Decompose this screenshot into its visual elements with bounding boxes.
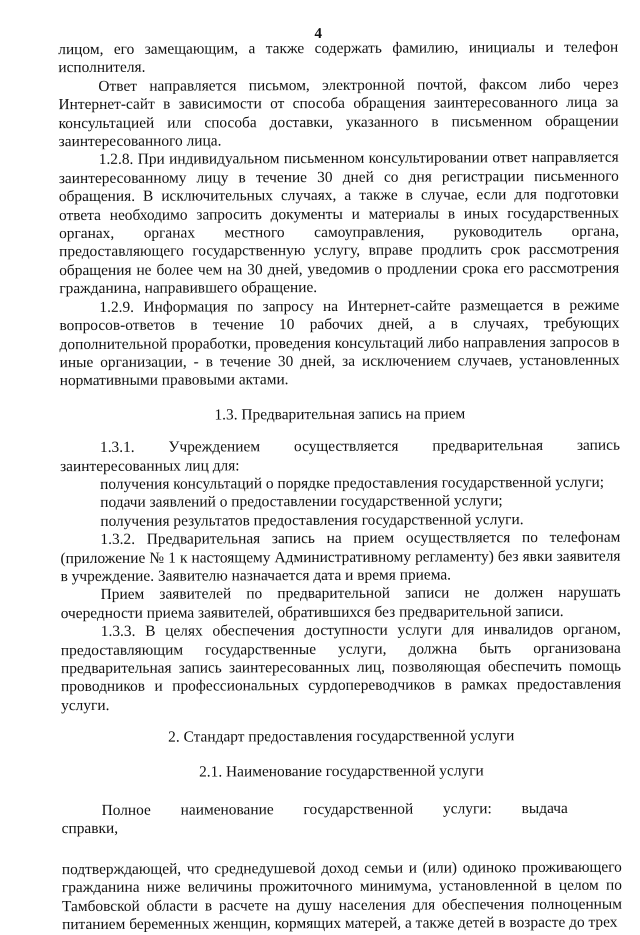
list-item: получения результатов предоставления государственной услуги.: [100, 510, 524, 530]
document-body: [58, 39, 622, 935]
section-heading-1-3: 1.3. Предварительная запись на прием: [214, 405, 466, 424]
paragraph-1-2-8: 1.2.8. При индивидуальном письменном консультировании ответ направляется заинтересованному лицу в течение 30 дней со дня регистрации письменного обращения. В исключительных случаях, а также в случае, если для подготовки ответа необходимо запросить документы и материалы в иных государственных органах, органах местного самоуправления, руководитель органа, предоставляющего государственную услугу, вправе продлить срок рассмотрения обращения не более чем на 30 дней, уведомив о продлении срока его рассмотрения гражданина, направившего обращение.: [58, 149, 620, 298]
paragraph-queue-order: Прием заявителей по предварительной записи не должен нарушать очередности приема заявителей, обратившихся без предварительной записи.: [60, 584, 621, 622]
list-item: подачи заявлений о предоставлении государственной услуги;: [100, 492, 503, 512]
paragraph-1-2-9: 1.2.9. Информация по запросу на Интернет-сайте размещается в режиме вопросов-ответов в течение 10 рабочих дней, а в случаях, требующих дополнительной проработки, проведения консультаций либо направления запросов в иные организации, - в течение 30 дней, за исключением случаев, установленных нормативными правовыми актами.: [59, 296, 620, 390]
paragraph-contact-info: лицом, его замещающим, а также содержать фамилию, инициалы и телефон исполнителя.: [58, 38, 619, 77]
page-number: 4: [314, 25, 322, 43]
paragraph-service-description: подтверждающей, что среднедушевой доход семьи и (или) одиноко проживающего гражданина ниже величины прожиточного минимума, установленной в целом по Тамбовской области в расчете на душу населения для обеспечения полноценным питанием беременных женщин, кормящих матерей, а также детей в возрасте до трех: [61, 858, 623, 934]
paragraph-response-method: Ответ направляется письмом, электронной почтой, факсом либо через Интернет-сайт в зависимости от способа обращения заинтересованного лица за консультацией или способа доставки, указанного в письменном обращении заинтересованного лица.: [58, 75, 619, 151]
section-heading-2-1: 2.1. Наименование государственной услуги: [199, 761, 484, 781]
section-heading-2: 2. Стандарт предоставления государственной услуги: [168, 727, 515, 746]
paragraph-1-3-1: 1.3.1. Учреждением осуществляется предварительная запись заинтересованных лиц для:: [60, 436, 621, 475]
paragraph-1-3-2: 1.3.2. Предварительная запись на прием осуществляется по телефонам (приложение № 1 к настоящему Административному регламенту) без явки заявителя в учреждение. Заявителю назначается дата и время приема.: [60, 528, 621, 586]
list-item: получения консультаций о порядке предоставления государственной услуги;: [100, 473, 605, 493]
paragraph-1-3-3: 1.3.3. В целях обеспечения доступности услуги для инвалидов органом, предоставляющим государственные услуги, должна быть организована предварительная запись заинтересованных лиц, позволяющая обеспечить помощь проводников и профессиональных сурдопереводчиков в рамках предоставления услуги.: [60, 620, 622, 714]
paragraph-service-name: Полное наименование государственной услуги: выдача справки,: [61, 799, 568, 838]
